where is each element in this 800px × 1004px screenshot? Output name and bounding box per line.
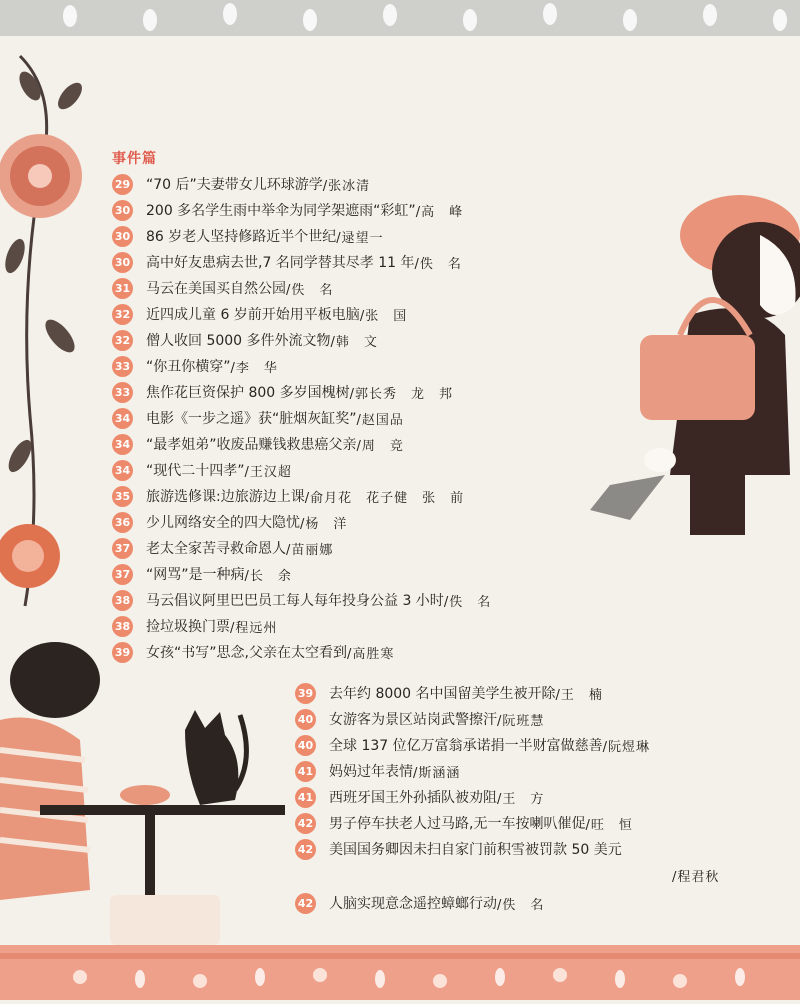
page-number-badge: 41 (295, 761, 316, 782)
entry-title: 男子停车扶老人过马路,无一车按喇叭催促 (329, 816, 586, 832)
entry-author: /程远州 (230, 620, 278, 636)
leaf-pattern-icon (0, 0, 800, 36)
entry-title: 电影《一步之遥》获“脏烟灰缸奖” (146, 411, 357, 427)
toc-entry[interactable] (295, 682, 603, 704)
toc-entry[interactable] (112, 225, 384, 247)
toc-entry[interactable] (112, 251, 462, 273)
girl-with-cat-illustration (0, 640, 290, 945)
page-number-badge: 42 (295, 893, 316, 914)
page-number-badge: 30 (112, 200, 133, 221)
entry-author: /阮班慧 (497, 713, 545, 729)
toc-entry[interactable] (295, 760, 460, 782)
entry-title: 捡垃圾换门票 (146, 619, 230, 635)
toc-entry[interactable] (112, 407, 404, 429)
entry-author: /赵国品 (356, 412, 404, 428)
toc-entry[interactable] (112, 511, 347, 533)
page-number-badge: 34 (112, 408, 133, 429)
entry-author: /佚 名 (443, 594, 492, 610)
entry-title: 美国国务卿因未扫自家门前积雪被罚款 50 美元 (329, 842, 622, 858)
entry-author: /阮煜琳 (602, 739, 651, 755)
page-number-badge: 31 (112, 278, 133, 299)
page-number-badge: 41 (295, 787, 316, 808)
toc-entry[interactable] (112, 303, 407, 325)
toc-entry[interactable] (112, 459, 292, 481)
toc-entry[interactable] (112, 537, 333, 559)
page-number-badge: 34 (112, 434, 133, 455)
toc-entry[interactable] (295, 708, 544, 730)
page-number-badge: 38 (112, 616, 133, 637)
toc-entry[interactable] (112, 485, 464, 507)
entry-author: /高 峰 (415, 204, 464, 220)
toc-entry[interactable] (112, 615, 277, 637)
entry-title: 86 岁老人坚持修路近半个世纪 (146, 229, 337, 245)
page-number-badge: 40 (295, 735, 316, 756)
page-number-badge: 32 (112, 330, 133, 351)
toc-entry[interactable] (112, 173, 370, 195)
entry-title: 僧人收回 5000 多件外流文物 (146, 333, 331, 349)
page-number-badge: 38 (112, 590, 133, 611)
page-number-badge: 34 (112, 460, 133, 481)
entry-author: /佚 名 (414, 256, 462, 272)
entry-title: 西班牙国王外孙插队被劝阻 (329, 790, 497, 806)
entry-title: 高中好友患病去世,7 名同学替其尽孝 11 年 (146, 255, 415, 271)
entry-author: /长 余 (244, 568, 292, 584)
entry-author: /逯望一 (336, 230, 384, 246)
entry-title: 全球 137 位亿万富翁承诺捐一半财富做慈善 (329, 738, 603, 754)
entry-title: 少儿网络安全的四大隐忧 (146, 515, 300, 531)
entry-title: 女孩“书写”思念,父亲在太空看到 (146, 645, 347, 661)
entry-author: /王 方 (497, 791, 545, 807)
toc-entry[interactable] (112, 381, 453, 403)
entry-author: /俞月花 花子健 张 前 (304, 490, 465, 506)
entry-author: /韩 文 (330, 334, 378, 350)
page-number-badge: 37 (112, 564, 133, 585)
toc-entry[interactable] (112, 277, 333, 299)
entry-title: 女游客为景区站岗武警擦汗 (329, 712, 497, 728)
toc-entry[interactable] (112, 199, 463, 221)
entry-title: 老太全家苦寻救命恩人 (146, 541, 286, 557)
entry-title: 近四成儿童 6 岁前开始用平板电脑 (146, 307, 360, 323)
entry-title: “你丑你横穿” (146, 359, 231, 375)
top-leaf-border (0, 0, 800, 36)
entry-title: 马云倡议阿里巴巴员工每人每年投身公益 3 小时 (146, 593, 444, 609)
toc-entry[interactable] (112, 563, 292, 585)
page-number-badge: 32 (112, 304, 133, 325)
walking-girl-illustration (560, 175, 800, 565)
toc-entry[interactable] (112, 589, 491, 611)
entry-title: “现代二十四孝” (146, 463, 245, 479)
toc-entry[interactable] (112, 355, 278, 377)
entry-title: “网骂”是一种病 (146, 567, 245, 583)
page-number-badge: 42 (295, 813, 316, 834)
entry-author: /郭长秀 龙 邦 (349, 386, 454, 402)
entry-title: 妈妈过年表情 (329, 764, 413, 780)
entry-author: /旺 恒 (585, 817, 633, 833)
page-number-badge: 33 (112, 382, 133, 403)
page-number-badge: 30 (112, 252, 133, 273)
wrapped-entry-author: /程君秋 (672, 870, 720, 885)
entry-title: 焦作花巨资保护 800 多岁国槐树 (146, 385, 350, 401)
toc-entry[interactable] (295, 838, 622, 860)
page-number-badge: 33 (112, 356, 133, 377)
entry-author: /杨 洋 (300, 516, 348, 532)
page-number-badge: 35 (112, 486, 133, 507)
page-number-badge: 30 (112, 226, 133, 247)
entry-author: /佚 名 (286, 282, 334, 298)
entry-author: /斯涵涵 (413, 765, 461, 781)
floral-illustration (0, 36, 115, 616)
entry-author: /苗丽娜 (286, 542, 334, 558)
entry-title: 人脑实现意念遥控蟑螂行动 (329, 896, 497, 912)
entry-author: /李 华 (230, 360, 278, 376)
entry-author: /王汉超 (244, 464, 292, 480)
page-number-badge: 29 (112, 174, 133, 195)
entry-title: 200 多名学生雨中举伞为同学架遮雨“彩虹” (146, 203, 416, 219)
page-number-badge: 42 (295, 839, 316, 860)
entry-title: “70 后”夫妻带女儿环球游学 (146, 177, 323, 193)
entry-title: “最孝姐弟”收废品赚钱救患癌父亲 (146, 437, 357, 453)
toc-entry[interactable] (295, 734, 650, 756)
page-number-badge: 36 (112, 512, 133, 533)
bottom-flower-border (0, 945, 800, 1000)
entry-author: /周 竞 (356, 438, 404, 454)
section-title: 事件篇 (112, 151, 157, 167)
page-number-badge: 39 (295, 683, 316, 704)
toc-entry[interactable] (112, 641, 394, 663)
page-number-badge: 39 (112, 642, 133, 663)
entry-author: /张 国 (359, 308, 408, 324)
entry-author: /高胜寒 (346, 646, 395, 662)
page-number-badge: 37 (112, 538, 133, 559)
page-number-badge: 40 (295, 709, 316, 730)
entry-title: 马云在美国买自然公园 (146, 281, 286, 297)
entry-title: 去年约 8000 名中国留美学生被开除 (329, 686, 556, 702)
entry-author: /王 楠 (555, 687, 603, 703)
flower-pattern-icon (0, 945, 800, 1000)
toc-entry[interactable] (112, 329, 378, 351)
toc-entry[interactable] (295, 892, 544, 914)
toc-entry[interactable] (112, 433, 404, 455)
toc-entry[interactable] (295, 812, 633, 834)
entry-author: /佚 名 (497, 897, 545, 913)
toc-entry[interactable] (295, 786, 544, 808)
entry-title: 旅游选修课:边旅游边上课 (146, 489, 305, 505)
entry-author: /张冰清 (322, 178, 371, 194)
